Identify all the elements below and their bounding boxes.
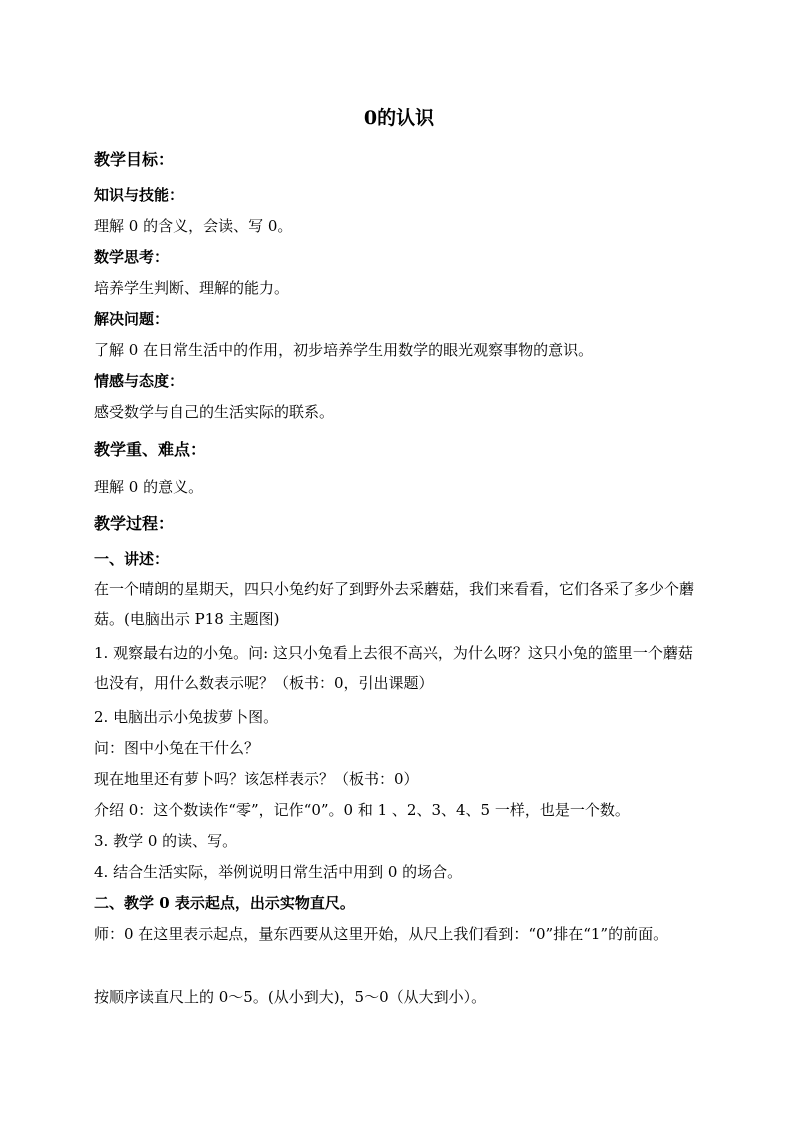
emotion-heading: 情感与态度： <box>94 372 185 390</box>
process-heading: 教学过程： <box>94 514 175 533</box>
solve-heading: 解决问题： <box>94 310 170 328</box>
key-heading: 教学重、难点： <box>94 440 207 459</box>
solve-text: 了解 0 在日常生活中的作用，初步培养学生用数学的眼光观察事物的意识。 <box>94 341 594 359</box>
part1-intro: 在一个晴朗的星期天，四只小兔约好了到野外去采蘑菇，我们来看看，它们各采了多少个蘑菇。(电脑出示 P18 主题图) <box>94 580 695 628</box>
part2-read: 按顺序读直尺上的 0～5。(从小到大)，5～0（从大到小）。 <box>94 988 487 1006</box>
step1-text: 1. 观察最右边的小兔。问: 这只小兔看上去很不高兴，为什么呀？这只小兔的篮里一个蘑菇也没有，用什么数表示呢？（板书：0，引出课题） <box>94 644 693 692</box>
step2-intro: 介绍 0：这个数读作“零”，记作“0”。0 和 1 、2、3、4、5 一样，也是一个数。 <box>94 801 630 819</box>
part2-text: 师：0 在这里表示起点，量东西要从这里开始，从尺上我们看到：“0”排在“1”的前面。 <box>94 925 669 943</box>
step2-question1: 问：图中小兔在干什么？ <box>94 739 260 757</box>
key-text: 理解 0 的意义。 <box>94 478 204 496</box>
step4-text: 4. 结合生活实际，举例说明日常生活中用到 0 的场合。 <box>94 863 463 881</box>
step2-text: 2. 电脑出示小兔拔萝卜图。 <box>94 708 279 726</box>
document-title: 0的认识 <box>363 107 435 129</box>
part1-heading: 一、讲述： <box>94 550 170 568</box>
emotion-text: 感受数学与自己的生活实际的联系。 <box>94 403 335 421</box>
step3-text: 3. 教学 0 的读、写。 <box>94 832 238 850</box>
knowledge-text: 理解 0 的含义，会读、写 0。 <box>94 217 293 235</box>
thinking-text: 培养学生判断、理解的能力。 <box>94 279 290 297</box>
goal-heading: 教学目标： <box>94 150 175 169</box>
thinking-heading: 数学思考： <box>94 248 170 266</box>
knowledge-heading: 知识与技能： <box>94 186 185 204</box>
step2-question2: 现在地里还有萝卜吗？该怎样表示？（板书：0） <box>94 770 419 788</box>
part2-heading: 二、教学 0 表示起点，出示实物直尺。 <box>94 894 355 912</box>
